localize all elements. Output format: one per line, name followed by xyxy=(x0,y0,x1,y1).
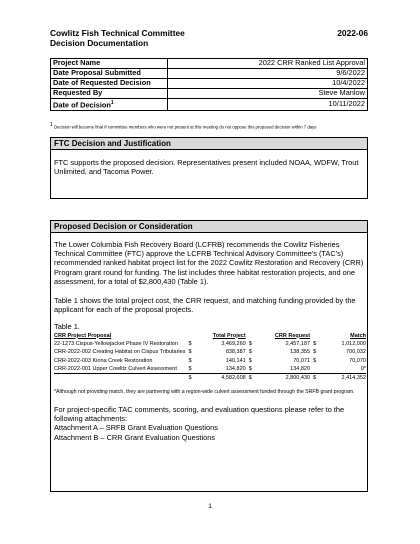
currency-symbol: $ xyxy=(246,374,259,383)
currency-symbol: $ xyxy=(248,349,252,356)
table-row xyxy=(54,348,366,356)
total-project-sum: 4,582,608 xyxy=(197,374,245,383)
total-project: 140,141 xyxy=(225,357,246,364)
footnote-text: Decision will become final if committee members who were not present at this meeting do not oppose this proposed decision within 7 days xyxy=(52,124,317,130)
match: 0* xyxy=(360,365,366,372)
currency-symbol: $ xyxy=(185,374,197,383)
column-header: CRR Request xyxy=(274,332,311,339)
total-project: 134,820 xyxy=(225,365,246,372)
summary-value: Steve Manlow xyxy=(168,89,368,99)
match-note: *Although not providing match, they are partnering with a region-wide culvert assessment funded through the SRFB grant program. xyxy=(54,389,355,396)
currency-symbol: $ xyxy=(310,374,321,383)
summary-label: Date Proposal Submitted xyxy=(51,69,168,79)
column-header: Total Project xyxy=(212,332,246,339)
summary-label-text: Date of Decision xyxy=(53,100,111,110)
total-label-cell xyxy=(54,374,185,383)
document-id: 2022-06 xyxy=(337,28,368,38)
currency-symbol: $ xyxy=(313,357,317,364)
crr-request-sum: 2,800,430 xyxy=(258,374,310,383)
page-number: 1 xyxy=(208,503,212,510)
currency-symbol: $ xyxy=(188,357,192,364)
ftc-decision-text: FTC supports the proposed decision. Representatives present included NOAA, WDFW, Trout Unlimited, and Tacoma Power. xyxy=(54,158,359,177)
table-total-row xyxy=(54,374,366,383)
section-title: Proposed Decision or Consideration xyxy=(51,221,367,233)
proposed-decision-section xyxy=(50,220,368,492)
doc-subtitle: Decision Documentation xyxy=(50,37,149,48)
currency-symbol: $ xyxy=(313,349,317,356)
paragraph: Table 1 shows the total project cost, the CRR request, and matching funding provided by the applicant for each of the proposal projects. xyxy=(54,296,356,315)
summary-value: 2022 CRR Ranked List Approval xyxy=(168,59,368,69)
attachment-b: Attachment B – CRR Grant Evaluation Questions xyxy=(54,432,216,442)
summary-row xyxy=(51,79,368,89)
table-caption: Table 1. xyxy=(54,322,80,332)
ftc-decision-section xyxy=(50,137,368,199)
currency-symbol: $ xyxy=(188,365,192,372)
summary-label xyxy=(51,99,168,111)
cost-table xyxy=(54,332,366,383)
currency-symbol: $ xyxy=(188,340,192,347)
currency-symbol: $ xyxy=(313,340,317,347)
currency-symbol: $ xyxy=(248,357,252,364)
match-sum: 2,414,352 xyxy=(321,374,366,383)
summary-table xyxy=(50,58,368,111)
summary-row xyxy=(51,99,368,111)
currency-symbol: $ xyxy=(188,349,192,356)
column-header: CRR Project Proposal xyxy=(54,332,112,339)
table-header-row xyxy=(54,332,366,340)
summary-label: Date of Requested Decision xyxy=(51,79,168,89)
project-name: CRR-2022-003 Kiona Creek Restoration xyxy=(54,357,153,364)
total-project: 838,387 xyxy=(225,349,246,356)
currency-symbol: $ xyxy=(248,365,252,372)
summary-value: 10/11/2022 xyxy=(168,99,368,111)
footnote-marker: 1 xyxy=(110,100,114,106)
table-row xyxy=(54,365,366,374)
match: 70,070 xyxy=(349,357,366,364)
column-header: Match xyxy=(350,332,366,339)
project-name: 22-1273 Cispus-Yellowjacket Phase IV Restoration xyxy=(54,340,178,347)
attachment-a: Attachment A – SRFB Grant Evaluation Questions xyxy=(54,423,218,433)
footnote-number: 1 xyxy=(50,122,53,128)
table-row xyxy=(54,340,366,348)
project-name: CRR-2022-002 Creating Habitat on Cispus Tributaries xyxy=(54,349,186,356)
summary-value: 9/6/2022 xyxy=(168,69,368,79)
crr-request: 2,457,187 xyxy=(285,340,311,347)
currency-symbol xyxy=(310,365,321,374)
document-header-left xyxy=(50,29,185,48)
crr-request: 138,355 xyxy=(290,349,311,356)
total-project: 3,469,260 xyxy=(221,340,246,347)
section-title: FTC Decision and Justification xyxy=(51,138,367,150)
summary-row xyxy=(51,69,368,79)
paragraph: The Lower Columbia Fish Recovery Board (LCFRB) recommends the Cowlitz Fisheries Technical Committee (FTC) approve the LCFRB Technical Advisory Committee's (TAC's) recommended ranked habitat project list for the 2022 Cowlitz Restoration and Recovery (CRR) Program grant round for funding. The list includes three habitat restoration projects, and one assessment, for a total of $2,800,430 (Table 1). xyxy=(54,240,364,286)
crr-request: 70,071 xyxy=(293,357,311,364)
project-name: CRR-2022-001 Upper Cowlitz Culvert Assessment xyxy=(54,365,177,372)
match: 1,012,000 xyxy=(341,340,366,347)
summary-row xyxy=(51,59,368,69)
match: 700,032 xyxy=(346,349,366,356)
summary-row xyxy=(51,89,368,99)
currency-symbol: $ xyxy=(248,340,252,347)
crr-request: 134,820 xyxy=(290,365,311,372)
org-name: Cowlitz Fish Technical Committee xyxy=(50,28,185,38)
summary-value: 10/4/2022 xyxy=(168,79,368,89)
footnote xyxy=(50,122,316,129)
paragraph: For project-specific TAC comments, scoring, and evaluation questions please refer to the following attachments: xyxy=(54,405,345,424)
table-row xyxy=(54,357,366,365)
summary-label: Requested By xyxy=(51,89,168,99)
summary-label: Project Name xyxy=(51,59,168,69)
